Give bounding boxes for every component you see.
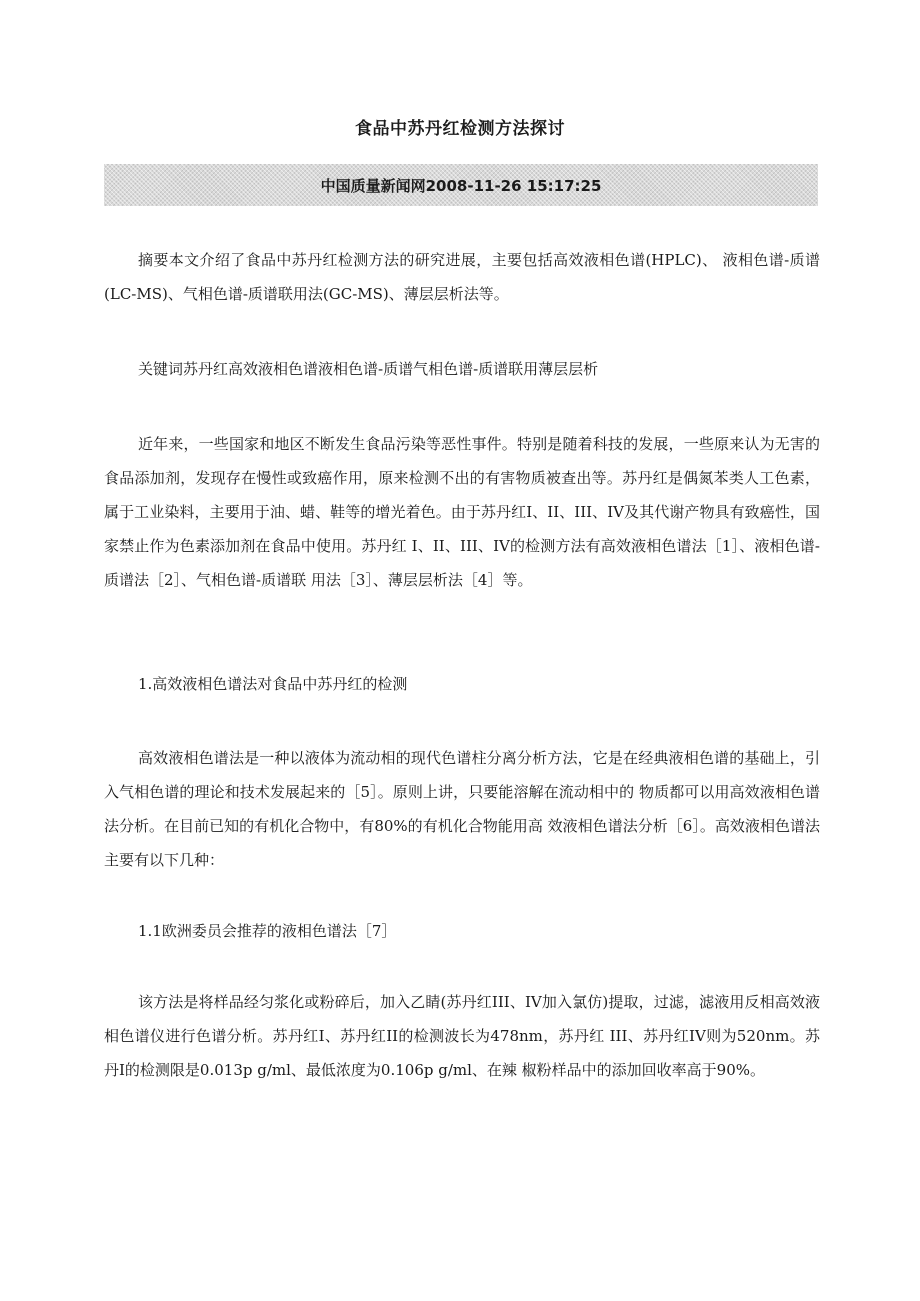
abstract-paragraph: 摘要本文介绍了食品中苏丹红检测方法的研究进展，主要包括高效液相色谱(HPLC)、 液相色谱-质谱(LC-MS)、气相色谱-质谱联用法(GC-MS)、薄层层析法等。 — [104, 251, 820, 303]
intro-paragraph: 近年来，一些国家和地区不断发生食品污染等恶性事件。特别是随着科技的发展，一些原来认为无害的食品添加剂，发现存在慢性或致癌作用，原来检测不出的有害物质被查出等。苏丹红是偶氮苯类人工色素，属于工业染料，主要用于油、蜡、鞋等的增光着色。由于苏丹红I、II、III、IV及其代谢产物具有致癌性，国家禁止作为色素添加剂在食品中使用。苏丹红 I、II、III、IV的检测方法有高效液相色谱法［1］、液相色谱-质谱法［2］、气相色谱-质谱联 用法［3］、薄层层析法［4］等。 — [104, 435, 820, 589]
keywords-paragraph: 关键词苏丹红高效液相色谱液相色谱-质谱气相色谱-质谱联用薄层层析 — [138, 360, 599, 378]
section-1-paragraph: 高效液相色谱法是一种以液体为流动相的现代色谱柱分离分析方法，它是在经典液相色谱的基础上，引入气相色谱的理论和技术发展起来的［5］。原则上讲，只要能溶解在流动相中的 物质都可以用高效液相色谱法分析。在目前已知的有机化合物中，有80%的有机化合物能用高 效液相色谱法分析［6］。高效液相色谱法主要有以下几种： — [104, 749, 820, 869]
abstract-block — [104, 243, 820, 311]
section-1-heading-block — [104, 667, 820, 701]
intro-block — [104, 427, 820, 597]
section-1-1-paragraph: 该方法是将样品经匀浆化或粉碎后，加入乙睛(苏丹红III、IV加入氯仿)提取，过滤，滤液用反相高效液相色谱仪进行色谱分析。苏丹红I、苏丹红II的检测波长为478nm，苏丹红 III、苏丹红IV则为520nm。苏丹I的检测限是0.013p g/ml、最低浓度为0.106p g/ml、在辣 椒粉样品中的添加回收率高于90%。 — [104, 993, 820, 1079]
section-1-1-heading-block — [104, 914, 820, 948]
section-1-1-body-block — [104, 985, 820, 1087]
article-title: 食品中苏丹红检测方法探讨 — [355, 119, 565, 139]
section-1-heading: 1.高效液相色谱法对食品中苏丹红的检测 — [138, 675, 408, 693]
source-text: 中国质量新闻网2008-11-26 15:17:25 — [320, 176, 602, 195]
keywords-block — [104, 352, 820, 386]
section-1-1-heading: 1.1欧洲委员会推荐的液相色谱法［7］ — [138, 922, 397, 940]
source-banner — [104, 164, 818, 206]
section-1-body-block — [104, 741, 820, 877]
